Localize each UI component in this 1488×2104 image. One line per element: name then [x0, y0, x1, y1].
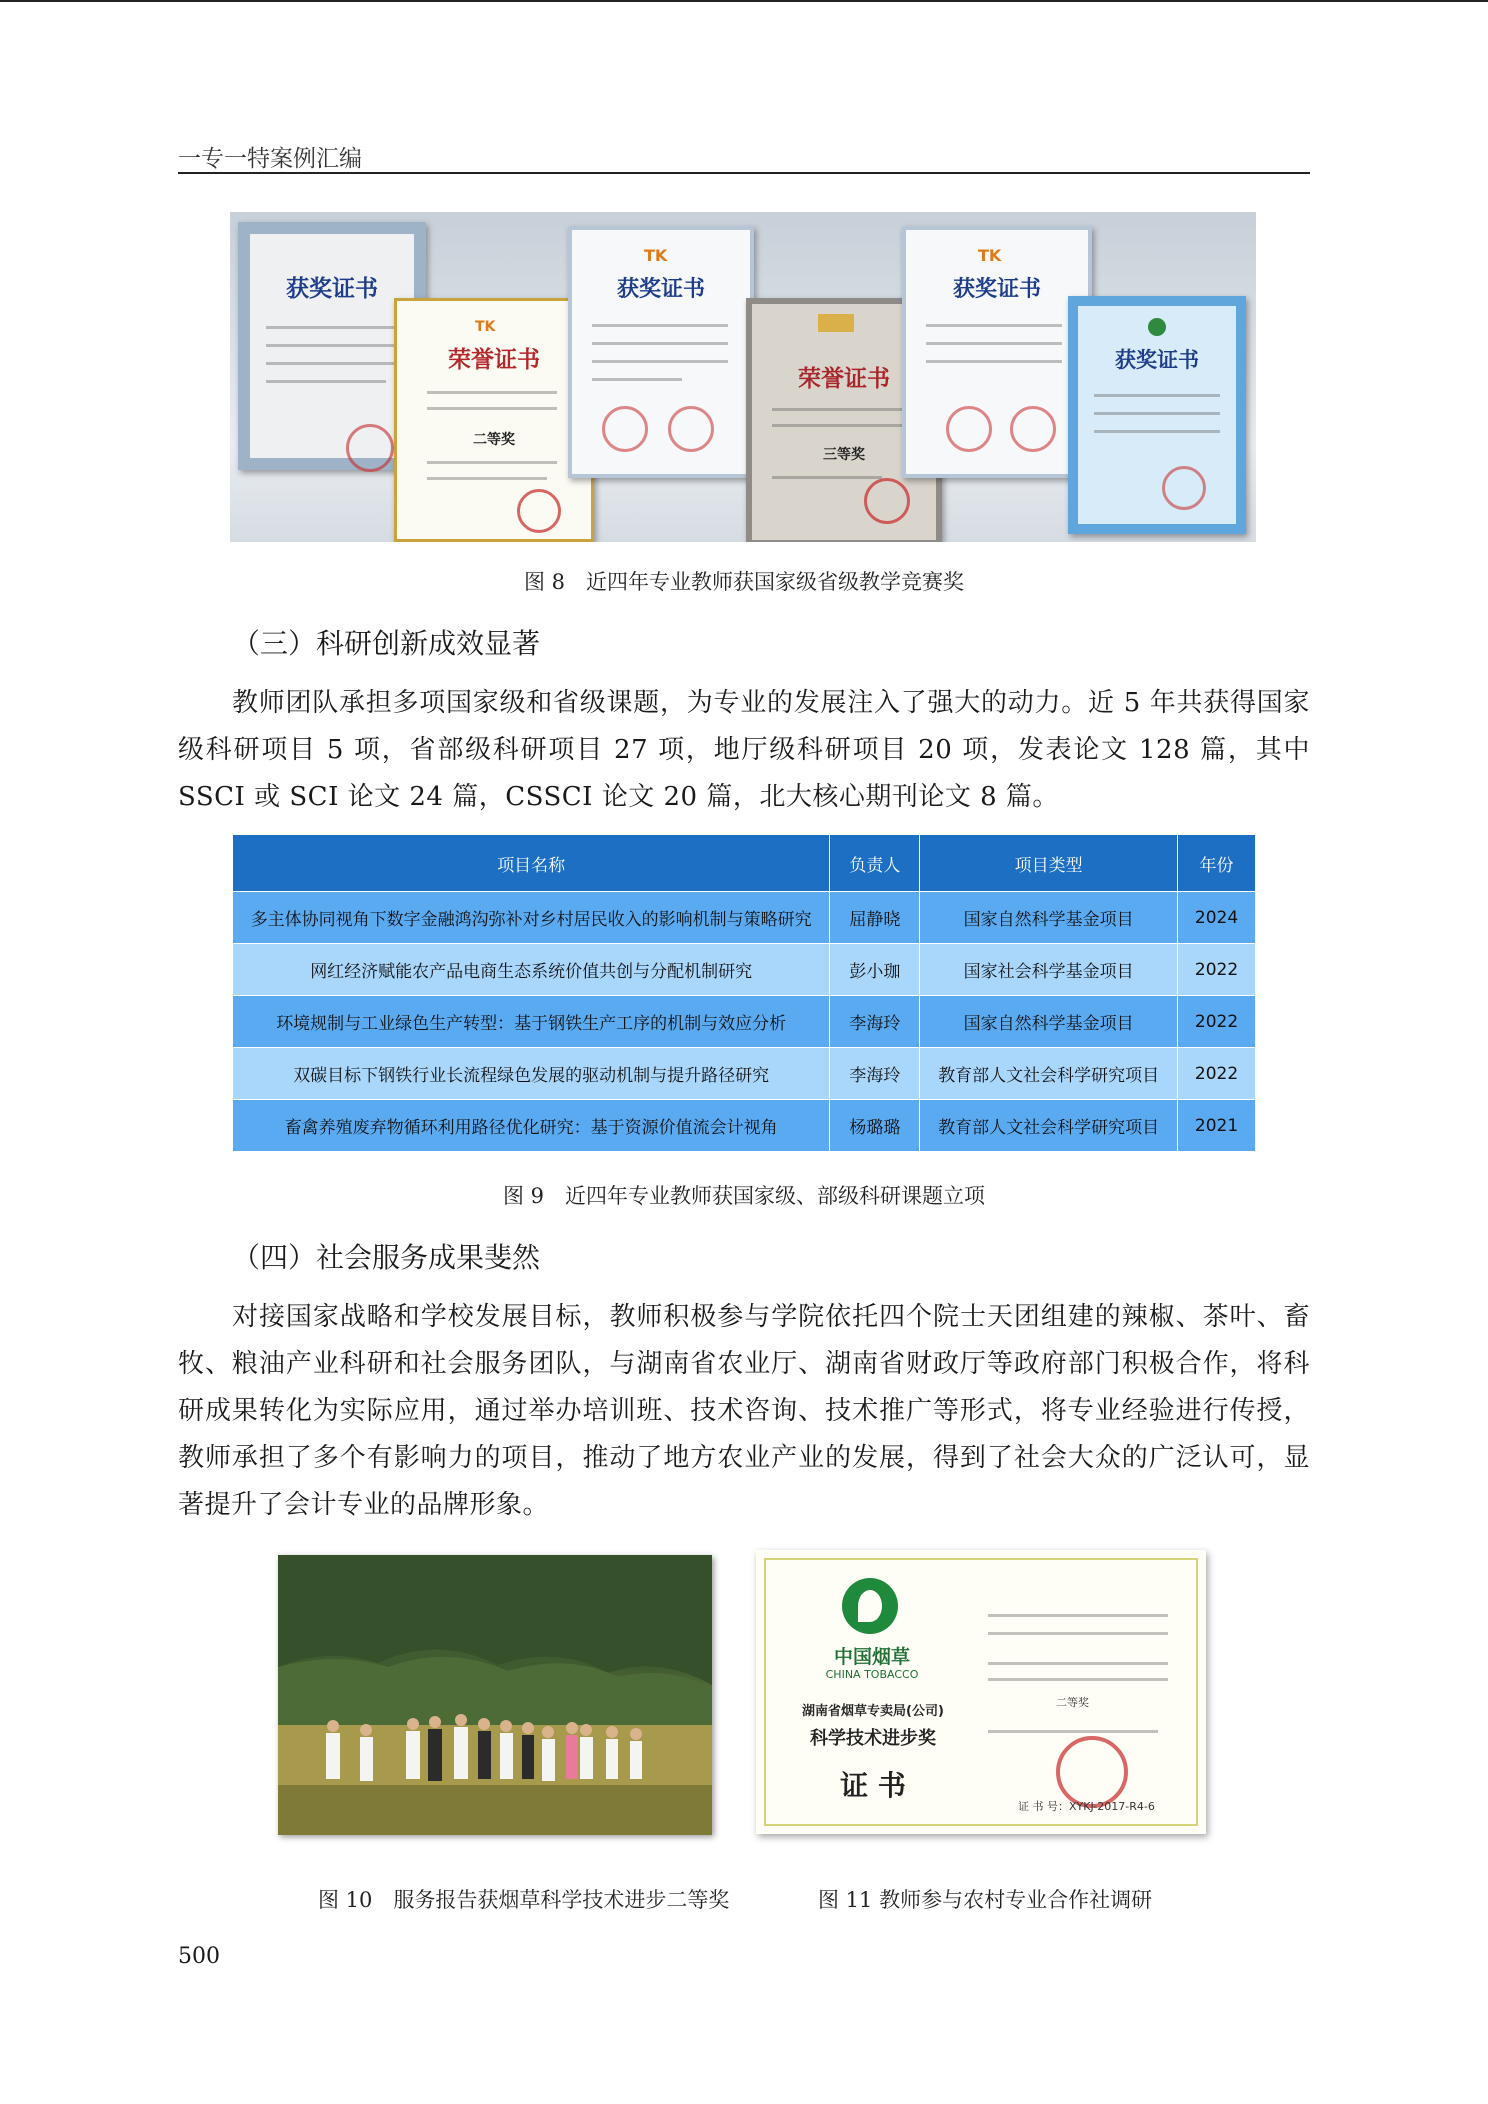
cell-project-name: 环境规制与工业绿色生产转型：基于钢铁生产工序的机制与效应分析 — [233, 996, 830, 1048]
table-row — [233, 1100, 1256, 1152]
page-number: 500 — [178, 1944, 220, 1969]
running-header: 一专一特案例汇编 — [178, 146, 362, 172]
award-certificates-collage — [230, 212, 1256, 542]
table-row — [233, 892, 1256, 944]
cell-leader: 李海玲 — [830, 996, 920, 1048]
cert-number: 证 书 号：XYKJ-2017-R4-6 — [1018, 1800, 1155, 1813]
column-header-project-type: 项目类型 — [920, 835, 1178, 892]
cell-leader: 李海玲 — [830, 1048, 920, 1100]
cell-project-name: 多主体协同视角下数字金融鸿沟弥补对乡村居民收入的影响机制与策略研究 — [233, 892, 830, 944]
column-header-project-name: 项目名称 — [233, 835, 830, 892]
section-4-heading: （四）社会服务成果斐然 — [232, 1241, 541, 1274]
cell-project-type: 国家自然科学基金项目 — [920, 996, 1178, 1048]
column-header-year: 年份 — [1178, 835, 1256, 892]
cell-leader: 杨璐璐 — [830, 1100, 920, 1152]
figure-8-caption: 图 8 近四年专业教师获国家级省级教学竞赛奖 — [523, 570, 965, 594]
table-row — [233, 944, 1256, 996]
cell-project-type: 国家自然科学基金项目 — [920, 892, 1178, 944]
cell-year: 2022 — [1178, 1048, 1256, 1100]
china-tobacco-logo-icon — [842, 1578, 898, 1634]
cert-brand: 中国烟草 — [833, 1646, 910, 1668]
field-visit-illustration — [278, 1555, 712, 1835]
section-3-heading: （三）科研创新成效显著 — [232, 627, 541, 660]
research-projects-table — [232, 834, 1256, 1152]
cell-year: 2022 — [1178, 996, 1256, 1048]
cell-project-type: 教育部人文社会科学研究项目 — [920, 1048, 1178, 1100]
table-header-row — [233, 835, 1256, 892]
certificate-4: 荣誉证书 三等奖 — [746, 298, 942, 542]
cell-year: 2022 — [1178, 944, 1256, 996]
cell-project-type: 国家社会科学基金项目 — [920, 944, 1178, 996]
certificate-5: TK 获奖证书 — [902, 226, 1092, 478]
cert-brand-en: CHINA TOBACCO — [825, 1668, 919, 1681]
cell-project-name: 网红经济赋能农产品电商生态系统价值共创与分配机制研究 — [233, 944, 830, 996]
table-row — [233, 1048, 1256, 1100]
section-4-paragraph: 对接国家战略和学校发展目标，教师积极参与学院依托四个院士天团组建的辣椒、茶叶、畜牧、粮油产业科研和社会服务团队，与湖南省农业厅、湖南省财政厅等政府部门积极合作，将科研成果转化为实际应用，通过举办培训班、技术咨询、技术推广等形式，将专业经验进行传授，教师承担了多个有影响力的项目，推动了地方农业产业的发展，得到了社会大众的广泛认可，显著提升了会计专业的品牌形象。 — [178, 1302, 1310, 1520]
cert-level: 二等奖 — [1056, 1696, 1089, 1709]
figure-11-caption: 图 11 教师参与农村专业合作社调研 — [818, 1888, 1153, 1912]
cell-project-name: 畜禽养殖废弃物循环利用路径优化研究：基于资源价值流会计视角 — [233, 1100, 830, 1152]
certificate-6: 获奖证书 — [1068, 296, 1246, 534]
top-border — [0, 0, 1488, 2]
section-3-paragraph: 教师团队承担多项国家级和省级课题，为专业的发展注入了强大的动力。近 5 年共获得国家级科研项目 5 项，省部级科研项目 27 项，地厅级科研项目 20 项，发表论文 128 篇，其中 SSCI 或 SCI 论文 24 篇，CSSCI 论文 20 篇，北大核心期刊论文 8 篇。 — [178, 688, 1310, 812]
cell-leader: 屈静晓 — [830, 892, 920, 944]
figure-10-caption: 图 10 服务报告获烟草科学技术进步二等奖 — [318, 1888, 730, 1912]
cell-project-type: 教育部人文社会科学研究项目 — [920, 1100, 1178, 1152]
certificate-2: TK 荣誉证书 二等奖 — [394, 298, 594, 542]
cell-year: 2024 — [1178, 892, 1256, 944]
cert-title: 证 书 — [840, 1769, 906, 1802]
cert-org: 湖南省烟草专卖局(公司) — [802, 1704, 944, 1719]
cell-year: 2021 — [1178, 1100, 1256, 1152]
cell-leader: 彭小珈 — [830, 944, 920, 996]
certificate-3: TK 获奖证书 — [568, 226, 754, 478]
tobacco-award-certificate — [756, 1550, 1206, 1834]
table-row — [233, 996, 1256, 1048]
cell-project-name: 双碳目标下钢铁行业长流程绿色发展的驱动机制与提升路径研究 — [233, 1048, 830, 1100]
certificate-1: 获奖证书 — [238, 222, 426, 470]
figure-9-caption: 图 9 近四年专业教师获国家级、部级科研课题立项 — [502, 1184, 986, 1208]
field-visit-photo — [278, 1555, 712, 1835]
column-header-leader: 负责人 — [830, 835, 920, 892]
header-rule — [178, 172, 1310, 174]
cert-award: 科学技术进步奖 — [810, 1728, 936, 1749]
